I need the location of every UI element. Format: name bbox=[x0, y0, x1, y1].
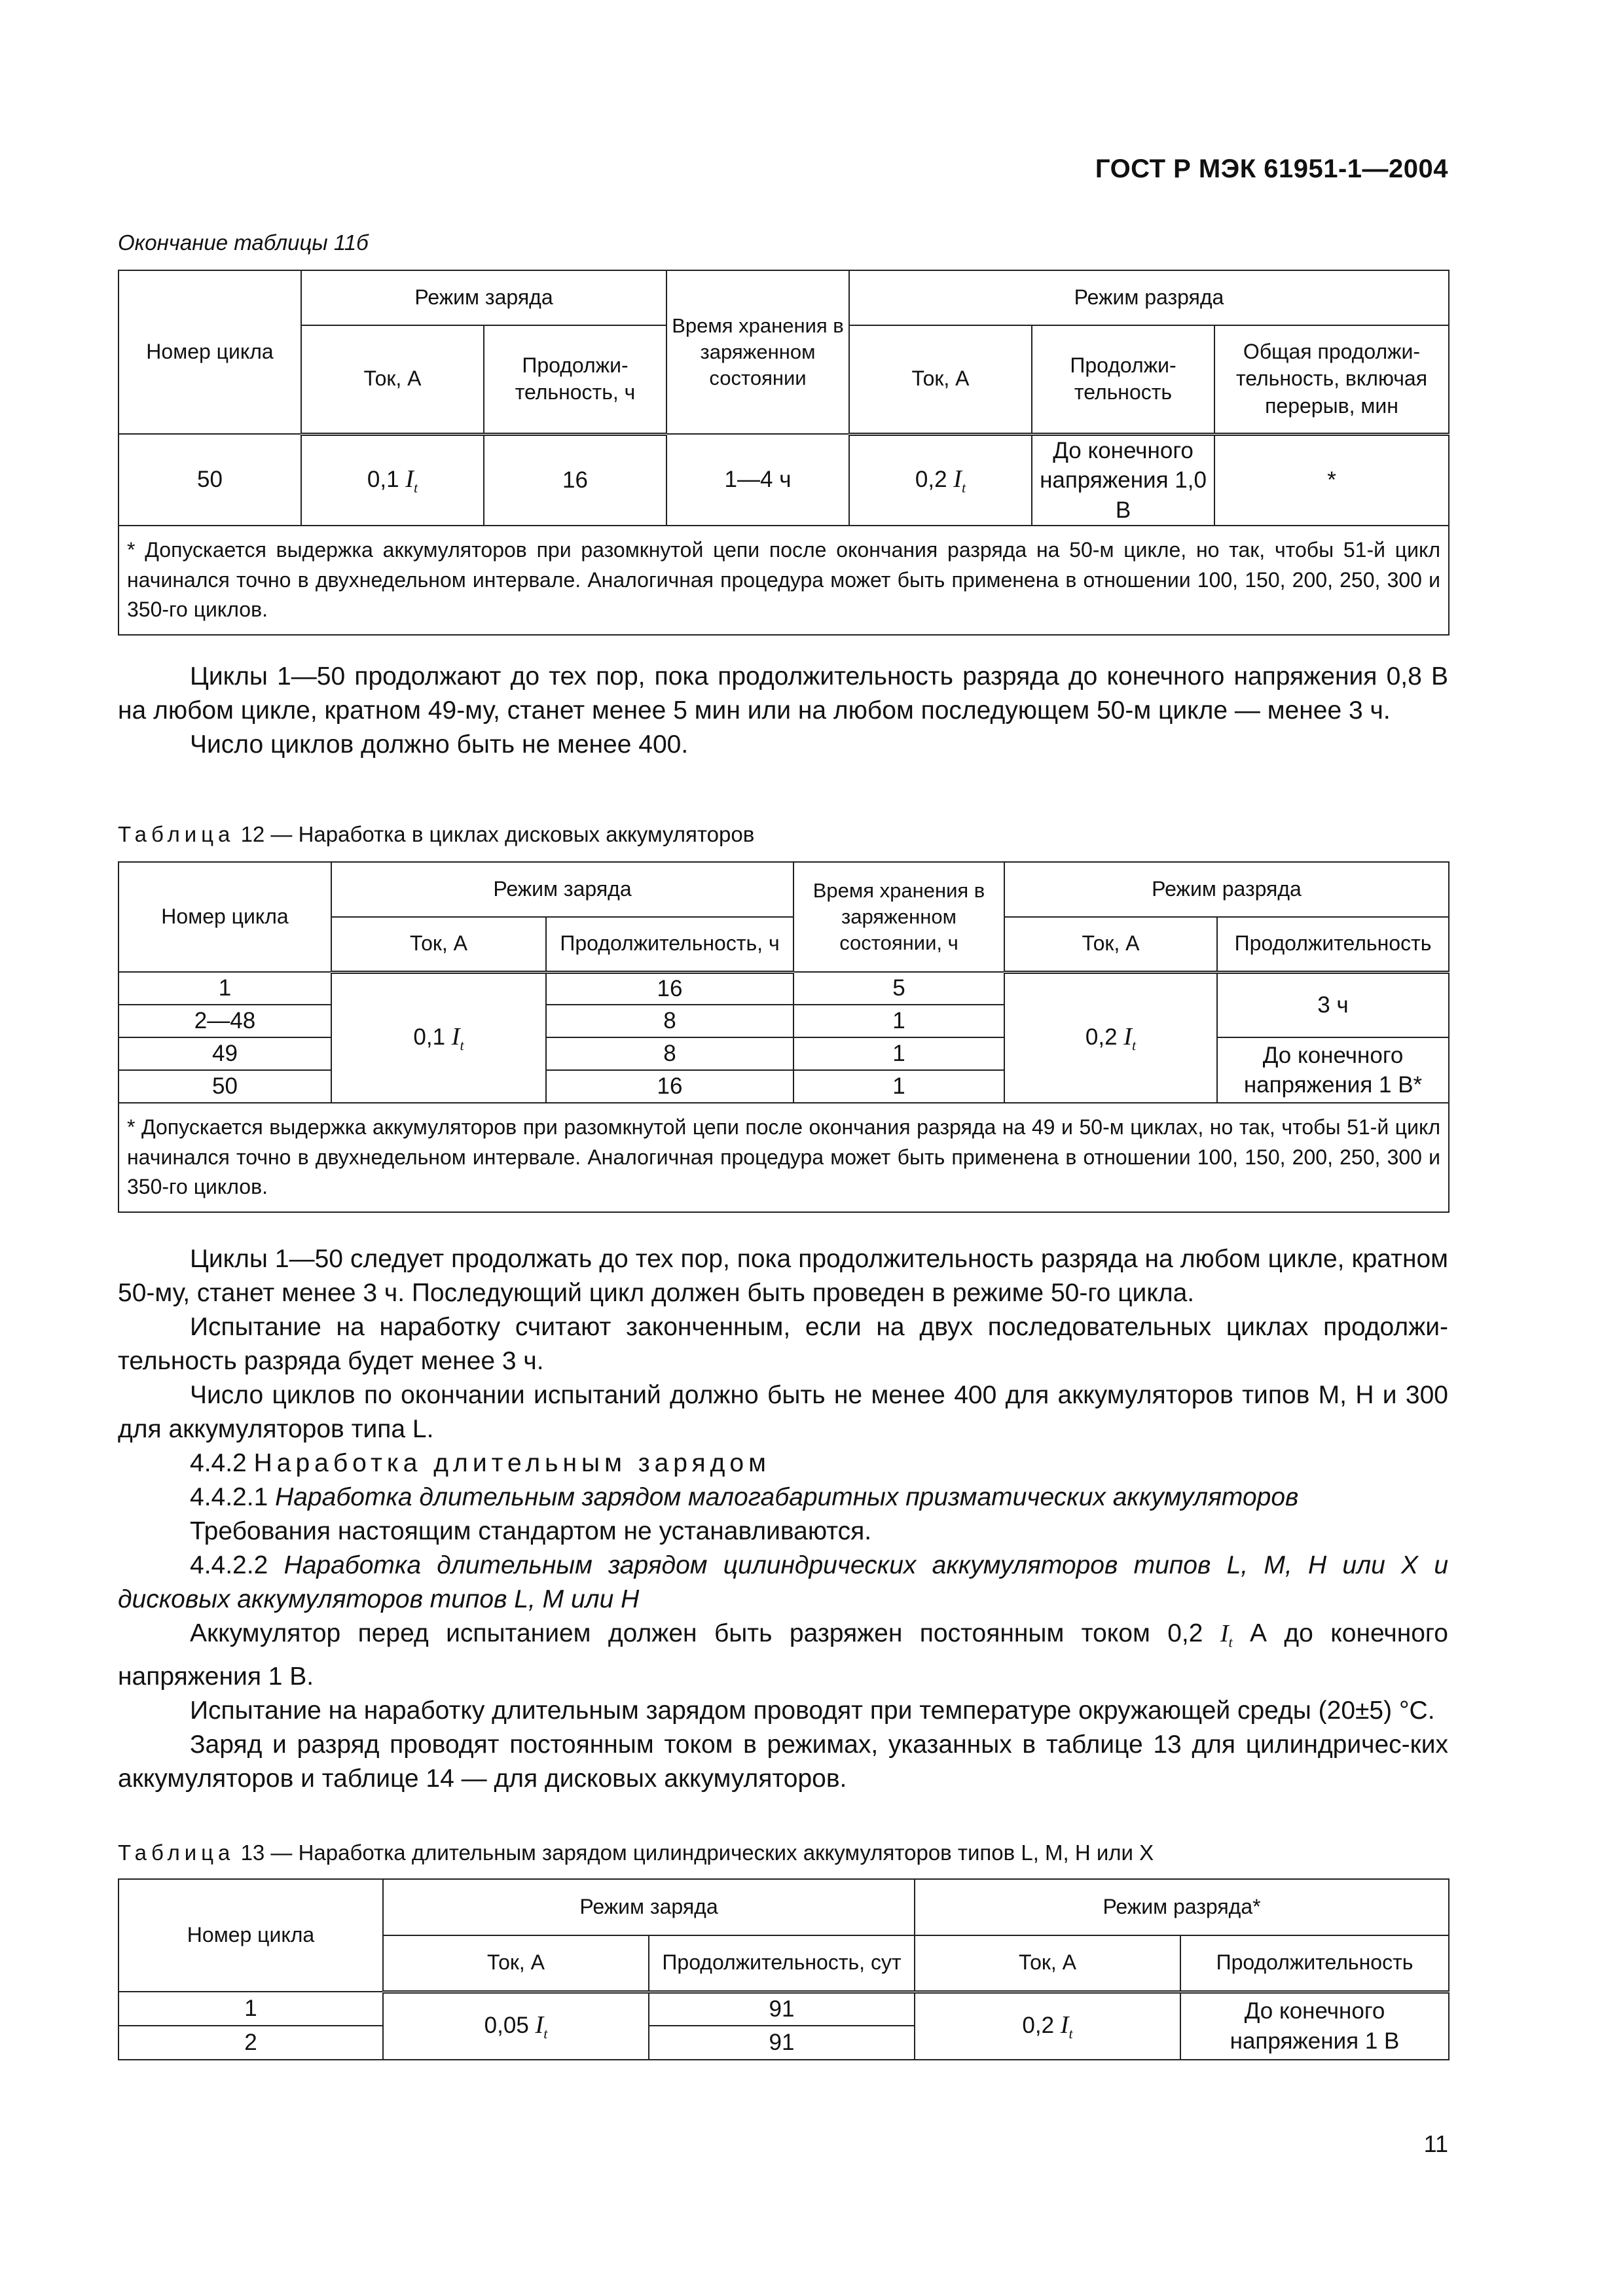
header-storage-time: Время хранения в заряженном состоянии, ч bbox=[793, 862, 1004, 972]
document-code: ГОСТ Р МЭК 61951-1—2004 bbox=[1095, 154, 1448, 183]
header-charge-current: Ток, А bbox=[383, 1935, 649, 1992]
cell-cycle: 49 bbox=[119, 1037, 331, 1070]
paragraph: Испытание на наработку длительным зарядом проводят при температуре окружающей среды (20±5) °С. bbox=[190, 1696, 1435, 1725]
header-cycle-number: Номер цикла bbox=[119, 1879, 383, 1992]
current-symbol: $I_t$ bbox=[953, 465, 966, 496]
header-cycle-number: Номер цикла bbox=[119, 270, 301, 434]
cell-cycle: 2 bbox=[119, 2026, 383, 2060]
cell-storage: 1 bbox=[793, 1005, 1004, 1037]
header-discharge-current: Ток, А bbox=[849, 325, 1032, 434]
cell-discharge-current: 0,2 $I_t$ bbox=[1004, 972, 1217, 1103]
header-discharge-current: Ток, А bbox=[1004, 917, 1217, 972]
current-symbol: $I_t$ bbox=[451, 1022, 464, 1054]
cell-charge-duration: 16 bbox=[546, 1070, 793, 1103]
table-12-caption: Таблица 12 — Наработка в циклах дисковых аккумуляторов bbox=[118, 822, 755, 846]
cell-storage: 1 bbox=[793, 1070, 1004, 1103]
header-charge-current: Ток, А bbox=[331, 917, 546, 972]
cell-total: * bbox=[1214, 434, 1449, 526]
table-row bbox=[119, 1992, 1449, 2026]
header-cycle-number: Номер цикла bbox=[119, 862, 331, 972]
cell-charge-duration: 16 bbox=[484, 434, 666, 526]
header-charge-duration: Продолжительность, сут bbox=[649, 1935, 915, 1992]
cell-cycle: 1 bbox=[119, 972, 331, 1005]
cell-charge-current: 0,1 $I_t$ bbox=[331, 972, 546, 1103]
cell-charge-current: 0,1 $I_t$ bbox=[301, 434, 484, 526]
table-13-caption: Таблица 13 — Наработка длительным зарядом цилиндрических аккумуляторов типов L, M, H или X bbox=[118, 1840, 1154, 1865]
cell-discharge-current: 0,2 $I_t$ bbox=[849, 434, 1032, 526]
text-block-2 bbox=[118, 1242, 1448, 1796]
paragraph: Требования настоящим стандартом не устанавливаются. bbox=[190, 1517, 872, 1545]
header-charge-current: Ток, А bbox=[301, 325, 484, 434]
paragraph: Циклы 1—50 следует продолжать до тех пор, пока продолжительность разряда на любом цикле, кратном 50-му, станет менее 3 ч. Последующий цикл должен быть проведен в режиме 50-го цикла. bbox=[118, 1245, 1448, 1307]
table-row bbox=[119, 434, 1449, 526]
cell-charge-duration: 91 bbox=[649, 2026, 915, 2060]
table-12-note: * Допускается выдержка аккумуляторов при разомкнутой цепи после окончания разряда на 49 и 50-м циклах, но так, чтобы 51-й цикл начинался точно в двухнедельном интервале. Аналогичная процедура может быть применена в отношении 100, 150, 200, 250, 300 и 350-го циклов. bbox=[119, 1103, 1449, 1212]
header-charge-mode: Режим заряда bbox=[301, 270, 666, 325]
current-symbol: $I_t$ bbox=[1220, 1620, 1233, 1651]
section-heading-4-4-2-1: 4.4.2.1 Наработка длительным зарядом малогабаритных призматических аккумуляторов bbox=[190, 1483, 1299, 1511]
table-row bbox=[119, 972, 1449, 1005]
section-heading-4-4-2: 4.4.2 Наработка длительным зарядом bbox=[190, 1449, 771, 1477]
header-storage-time: Время хранения в заряженном состоянии bbox=[666, 270, 849, 434]
cell-discharge-current: 0,2 $I_t$ bbox=[915, 1992, 1180, 2060]
header-total-duration: Общая продолжи-тельность, включая перерыв, мин bbox=[1214, 325, 1449, 434]
paragraph: Аккумулятор перед испытанием должен быть разряжен постоянным током 0,2 $I_t$ А до конечного напряжения 1 В. bbox=[118, 1619, 1448, 1691]
header-discharge-current: Ток, А bbox=[915, 1935, 1180, 1992]
current-symbol: $I_t$ bbox=[1123, 1022, 1137, 1054]
cell-discharge-duration: 3 ч bbox=[1217, 972, 1449, 1037]
header-charge-mode: Режим заряда bbox=[331, 862, 793, 917]
table-13 bbox=[118, 1878, 1450, 2060]
paragraph: Число циклов должно быть не менее 400. bbox=[190, 730, 689, 759]
section-heading-4-4-2-2: 4.4.2.2 Наработка длительным зарядом цилиндрических аккумуляторов типов L, M, H или X и дисковых аккумуляторов типов L, M или H bbox=[118, 1551, 1449, 1613]
cell-cycle: 1 bbox=[119, 1992, 383, 2026]
header-discharge-duration: Продолжительность bbox=[1217, 917, 1449, 972]
page-number: 11 bbox=[1423, 2130, 1448, 2157]
cell-storage: 1 bbox=[793, 1037, 1004, 1070]
current-symbol: $I_t$ bbox=[1060, 2011, 1073, 2042]
cell-cycle: 2—48 bbox=[119, 1005, 331, 1037]
cell-discharge-duration: До конечного напряжения 1,0 В bbox=[1032, 434, 1214, 526]
text-block-1 bbox=[118, 660, 1448, 762]
header-discharge-duration: Продолжи-тельность bbox=[1032, 325, 1214, 434]
table-11b-note: * Допускается выдержка аккумуляторов при разомкнутой цепи после окончания разряда на 50-м цикле, но так, чтобы 51-й цикл начинался точно в двухнедельном интервале. Аналогичная процедура может быть применена в отношении 100, 150, 200, 250, 300 и 350-го циклов. bbox=[119, 526, 1449, 635]
header-discharge-mode: Режим разряда bbox=[1004, 862, 1449, 917]
paragraph: Циклы 1—50 продолжают до тех пор, пока продолжительность разряда до конечного напряжения 0,8 В на любом цикле, кратном 49-му, станет менее 5 мин или на любом последующем 50-м цикле — менее 3 ч. bbox=[118, 662, 1448, 725]
cell-cycle: 50 bbox=[119, 1070, 331, 1103]
header-charge-mode: Режим заряда bbox=[383, 1879, 915, 1935]
cell-discharge-duration: До конечного напряжения 1 В bbox=[1180, 1992, 1449, 2060]
table-row bbox=[119, 1037, 1449, 1070]
cell-charge-duration: 8 bbox=[546, 1005, 793, 1037]
document-page bbox=[118, 0, 1448, 2296]
current-symbol: $I_t$ bbox=[535, 2011, 548, 2042]
paragraph: Заряд и разряд проводят постоянным током в режимах, указанных в таблице 13 для цилиндричес-ких аккумуляторов и таблице 14 — для дисковых аккумуляторов. bbox=[118, 1730, 1448, 1793]
cell-charge-duration: 91 bbox=[649, 1992, 915, 2026]
header-discharge-mode: Режим разряда bbox=[849, 270, 1449, 325]
header-charge-duration: Продолжи-тельность, ч bbox=[484, 325, 666, 434]
header-charge-duration: Продолжительность, ч bbox=[546, 917, 793, 972]
table-12 bbox=[118, 861, 1450, 1213]
cell-cycle: 50 bbox=[119, 434, 301, 526]
table-11b-caption: Окончание таблицы 11б bbox=[118, 230, 369, 255]
paragraph: Испытание на наработку считают законченным, если на двух последовательных циклах продолжи-тельность разряда будет менее 3 ч. bbox=[118, 1313, 1448, 1375]
header-discharge-duration: Продолжительность bbox=[1180, 1935, 1449, 1992]
table-11b bbox=[118, 270, 1450, 636]
cell-charge-duration: 8 bbox=[546, 1037, 793, 1070]
cell-storage: 5 bbox=[793, 972, 1004, 1005]
paragraph: Число циклов по окончании испытаний должно быть не менее 400 для аккумуляторов типов M, H и 300 для аккумуляторов типа L. bbox=[118, 1381, 1448, 1443]
current-symbol: $I_t$ bbox=[405, 465, 418, 496]
cell-storage: 1—4 ч bbox=[666, 434, 849, 526]
cell-discharge-duration: До конечного напряжения 1 В* bbox=[1217, 1037, 1449, 1103]
header-discharge-mode: Режим разряда* bbox=[915, 1879, 1449, 1935]
cell-charge-duration: 16 bbox=[546, 972, 793, 1005]
cell-charge-current: 0,05 $I_t$ bbox=[383, 1992, 649, 2060]
